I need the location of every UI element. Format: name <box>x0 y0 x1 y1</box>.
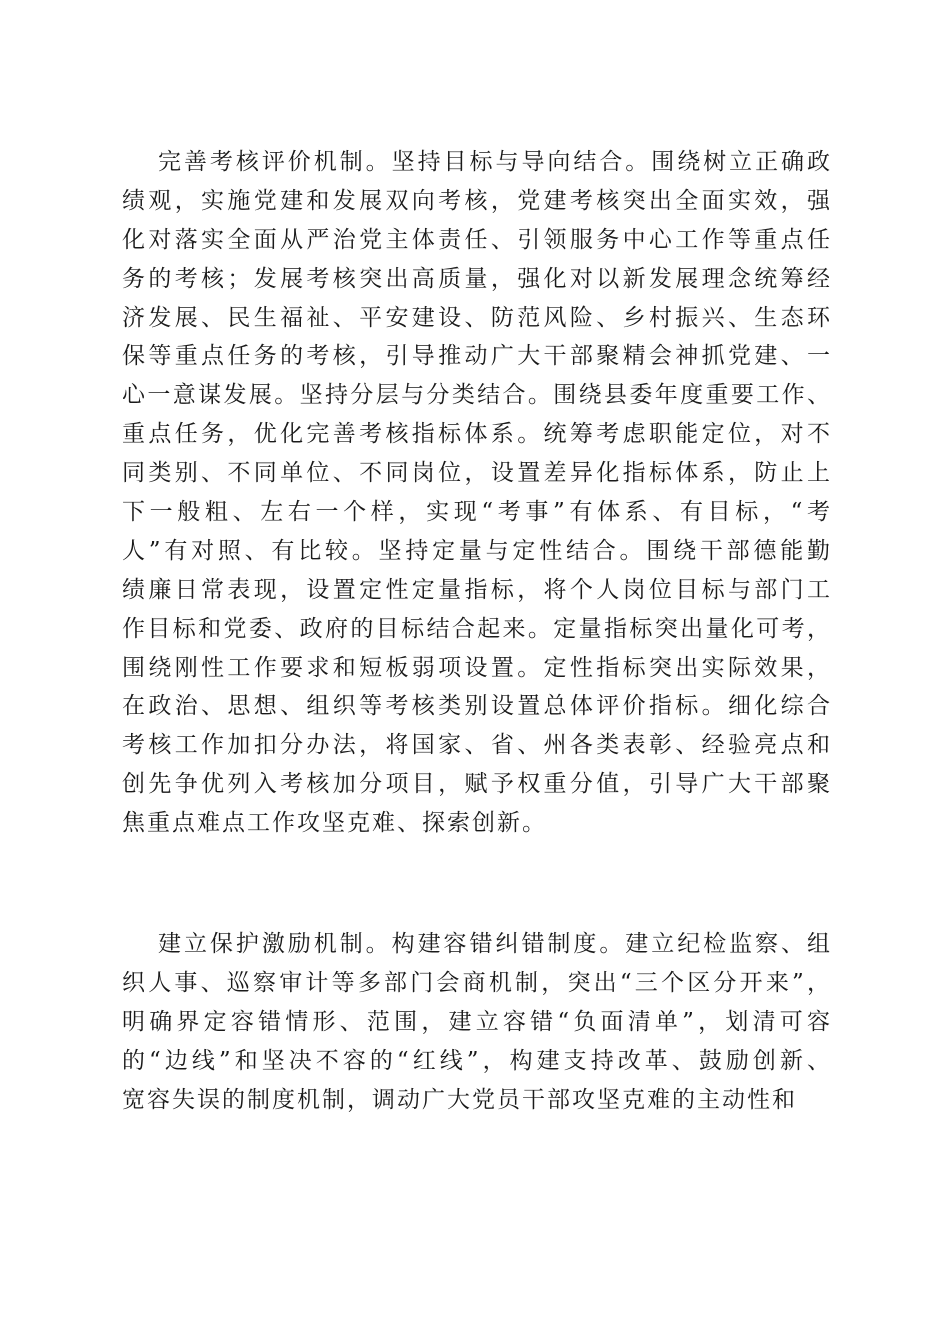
text-line: 创先争优列入考核加分项目，赋予权重分值，引导广大干部聚 <box>122 771 832 798</box>
text-line: 同类别、不同单位、不同岗位，设置差异化指标体系，防止上 <box>122 460 832 487</box>
text-line: 绩观，实施党建和发展双向考核，党建考核突出全面实效，强 <box>122 187 832 214</box>
text-line: 明确界定容错情形、范围，建立容错“负面清单”，划清可容 <box>122 1008 832 1035</box>
text-line: 化对落实全面从严治党主体责任、引领服务中心工作等重点任 <box>122 226 832 253</box>
text-line: 围绕刚性工作要求和短板弱项设置。定性指标突出实际效果， <box>122 654 832 681</box>
text-line: 完善考核评价机制。坚持目标与导向结合。围绕树立正确政 <box>158 149 832 175</box>
text-line: 务的考核；发展考核突出高质量，强化对以新发展理念统筹经 <box>122 265 832 292</box>
text-line: 济发展、民生福祉、平安建设、防范风险、乡村振兴、生态环 <box>122 304 832 331</box>
paragraph-protection-incentive-mechanism <box>122 925 832 1119</box>
text-line: 绩廉日常表现，设置定性定量指标，将个人岗位目标与部门工 <box>122 576 832 603</box>
text-line: 的“边线”和坚决不容的“红线”，构建支持改革、鼓励创新、 <box>122 1047 832 1074</box>
text-line: 重点任务，优化完善考核指标体系。统筹考虑职能定位，对不 <box>122 421 832 448</box>
text-line: 保等重点任务的考核，引导推动广大干部聚精会神抓党建、一 <box>122 343 832 370</box>
text-line: 在政治、思想、组织等考核类别设置总体评价指标。细化综合 <box>122 693 832 720</box>
text-line: 建立保护激励机制。构建容错纠错制度。建立纪检监察、组 <box>158 931 832 957</box>
paragraph-assessment-mechanism <box>122 143 832 843</box>
text-line: 心一意谋发展。坚持分层与分类结合。围绕县委年度重要工作、 <box>122 382 832 409</box>
text-line: 下一般粗、左右一个样，实现“考事”有体系、有目标，“考 <box>122 499 832 526</box>
text-line: 织人事、巡察审计等多部门会商机制，突出“三个区分开来”， <box>122 969 832 996</box>
text-line: 人”有对照、有比较。坚持定量与定性结合。围绕干部德能勤 <box>122 537 832 564</box>
text-line: 宽容失误的制度机制，调动广大党员干部攻坚克难的主动性和 <box>122 1086 797 1113</box>
text-line: 作目标和党委、政府的目标结合起来。定量指标突出量化可考， <box>122 615 832 642</box>
text-line: 考核工作加扣分办法，将国家、省、州各类表彰、经验亮点和 <box>122 732 832 759</box>
text-line: 焦重点难点工作攻坚克难、探索创新。 <box>122 810 547 837</box>
